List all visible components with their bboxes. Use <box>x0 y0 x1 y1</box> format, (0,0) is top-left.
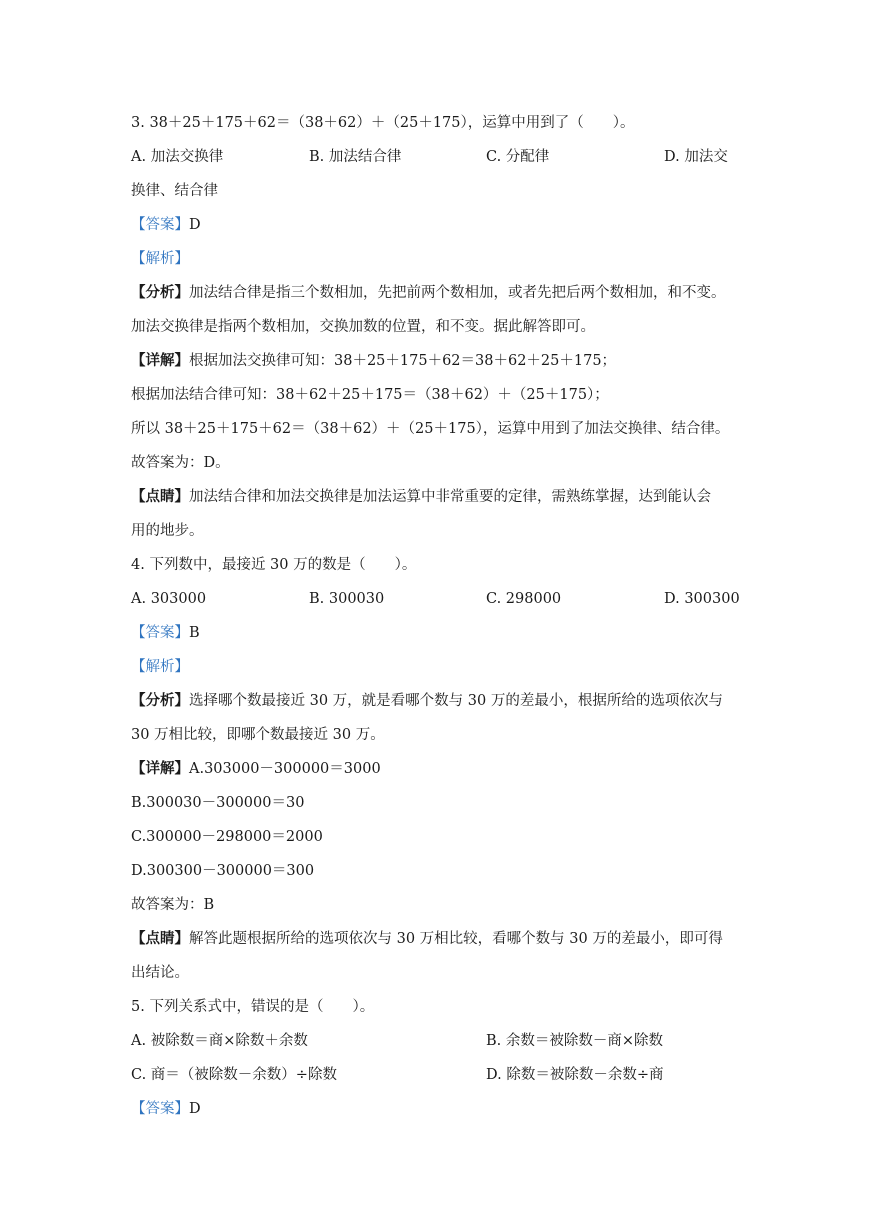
q3-xiangjie-line: 所以 38＋25＋175＋62＝（38＋62）＋（25＋175），运算中用到了加法交换律、结合律。 <box>131 421 730 437</box>
answer-label: 【答案】 <box>131 625 189 641</box>
xiangjie-text: 根据加法交换律可知：38＋25＋175＋62＝38＋62＋25＋175； <box>189 353 617 369</box>
answer-label: 【答案】 <box>131 217 189 233</box>
q3-dianjing-cont: 用的地步。 <box>131 523 204 539</box>
q3-option-c: C. 分配律 <box>486 149 550 165</box>
q4-answer <box>131 616 741 650</box>
answer-value: D <box>189 217 201 233</box>
q4-option-a: A. 303000 <box>131 591 207 607</box>
q4-fenxi <box>131 684 741 718</box>
answer-label: 【答案】 <box>131 1101 189 1117</box>
q3-option-a: A. 加法交换律 <box>131 149 224 165</box>
q5-answer <box>131 1092 741 1126</box>
answer-value: D <box>189 1101 201 1117</box>
fenxi-text: 选择哪个数最接近 30 万，就是看哪个数与 30 万的差最小，根据所给的选项依次与 <box>189 693 723 709</box>
q4-dianjing <box>131 922 741 956</box>
dianjing-label: 【点睛】 <box>131 488 189 505</box>
fenxi-label: 【分析】 <box>131 692 189 709</box>
q5-options-row2 <box>131 1058 741 1092</box>
q3-xiangjie <box>131 344 741 378</box>
xiangjie-text: A.303000－300000＝3000 <box>189 761 381 777</box>
q4-option-c: C. 298000 <box>486 591 562 607</box>
answer-value: B <box>189 625 200 641</box>
q5-options-row1 <box>131 1024 741 1058</box>
q5-stem: 5. 下列关系式中，错误的是（ ）。 <box>131 999 375 1015</box>
q4-option-d: D. 300300 <box>664 591 740 607</box>
q4-stem: 4. 下列数中，最接近 30 万的数是（ ）。 <box>131 557 417 573</box>
fenxi-label: 【分析】 <box>131 284 189 301</box>
q4-xiangjie-line: D.300300－300000＝300 <box>131 863 315 879</box>
xiangjie-label: 【详解】 <box>131 760 189 777</box>
q4-dianjing-cont: 出结论。 <box>131 965 189 981</box>
q3-xiangjie-line: 根据加法结合律可知：38＋62＋25＋175＝（38＋62）＋（25＋175）； <box>131 387 609 403</box>
q4-analysis-label: 【解析】 <box>131 659 189 675</box>
q3-analysis-label: 【解析】 <box>131 251 189 267</box>
dianjing-text: 加法结合律和加法交换律是加法运算中非常重要的定律，需熟练掌握，达到能认会 <box>189 489 711 505</box>
q3-conclusion: 故答案为：D。 <box>131 455 230 471</box>
q3-options <box>131 140 741 174</box>
q3-answer <box>131 208 741 242</box>
q3-option-d-cont: 换律、结合律 <box>131 183 218 199</box>
fenxi-text: 加法结合律是指三个数相加，先把前两个数相加，或者先把后两个数相加，和不变。 <box>189 285 726 301</box>
q4-fenxi-cont: 30 万相比较，即哪个数最接近 30 万。 <box>131 727 385 743</box>
q4-xiangjie-line: C.300000－298000＝2000 <box>131 829 323 845</box>
q5-option-d: D. 除数＝被除数－余数÷商 <box>486 1067 664 1083</box>
q3-fenxi <box>131 276 741 310</box>
document-page <box>131 106 741 1126</box>
q3-option-b: B. 加法结合律 <box>309 149 402 165</box>
q4-xiangjie-line: B.300030－300000＝30 <box>131 795 305 811</box>
q3-dianjing <box>131 480 741 514</box>
q4-options <box>131 582 741 616</box>
q4-option-b: B. 300030 <box>309 591 385 607</box>
xiangjie-label: 【详解】 <box>131 352 189 369</box>
q5-option-c: C. 商＝（被除数－余数）÷除数 <box>131 1067 337 1083</box>
q4-xiangjie <box>131 752 741 786</box>
q3-stem: 3. 38＋25＋175＋62＝（38＋62）＋（25＋175），运算中用到了（ ）。 <box>131 115 635 131</box>
dianjing-label: 【点睛】 <box>131 930 189 947</box>
q4-conclusion: 故答案为：B <box>131 897 215 913</box>
q5-option-b: B. 余数＝被除数－商×除数 <box>486 1033 664 1049</box>
dianjing-text: 解答此题根据所给的选项依次与 30 万相比较，看哪个数与 30 万的差最小，即可得 <box>189 931 723 947</box>
q3-fenxi-cont: 加法交换律是指两个数相加，交换加数的位置，和不变。据此解答即可。 <box>131 319 595 335</box>
q5-option-a: A. 被除数＝商×除数＋余数 <box>131 1033 308 1049</box>
q3-option-d: D. 加法交 <box>664 149 728 165</box>
